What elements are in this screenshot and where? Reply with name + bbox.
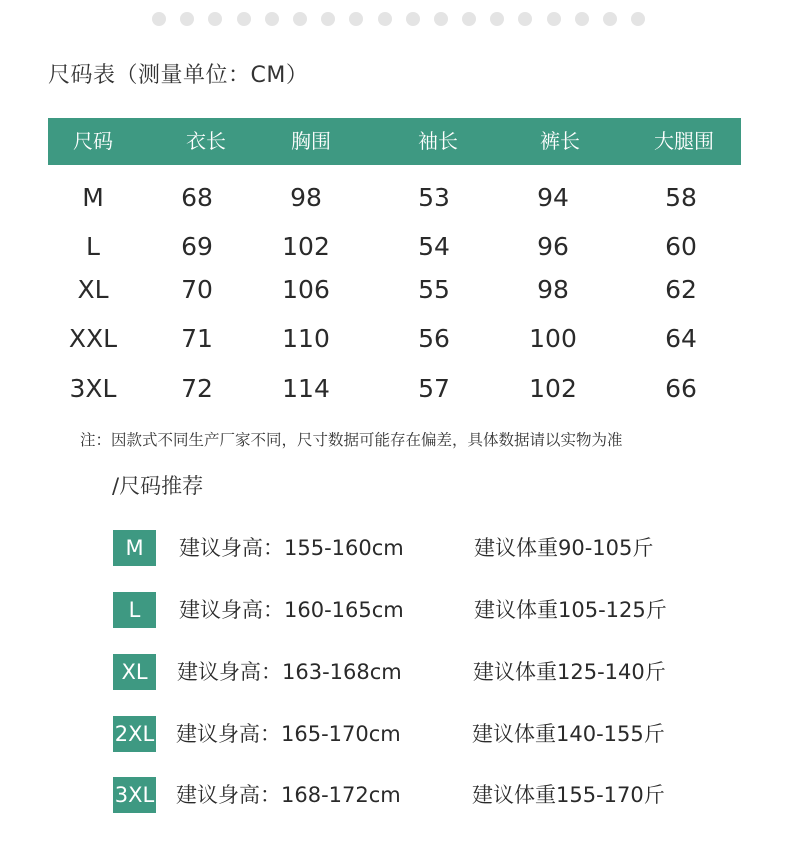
- cell-length: 71: [181, 324, 213, 353]
- header-sleeve: 袖长: [418, 129, 458, 153]
- page-title: 尺码表（测量单位：CM）: [48, 63, 309, 88]
- size-badge: M: [113, 530, 156, 566]
- recommend-weight: 建议体重105-125斤: [474, 598, 667, 622]
- recommend-height: 建议身高：160-165cm: [179, 598, 404, 622]
- cell-size: M: [82, 183, 104, 212]
- carousel-dot[interactable]: [349, 12, 363, 26]
- cell-size: XL: [77, 275, 109, 304]
- table-row: [0, 270, 790, 310]
- table-header: [48, 118, 741, 165]
- cell-pants-length: 96: [537, 232, 569, 261]
- recommend-weight: 建议体重140-155斤: [472, 722, 665, 746]
- cell-chest: 114: [282, 374, 330, 403]
- recommend-item: [0, 777, 790, 813]
- carousel-dots: [152, 12, 645, 26]
- header-size: 尺码: [73, 129, 113, 153]
- recommend-height: 建议身高：168-172cm: [176, 783, 401, 807]
- cell-thigh: 62: [665, 275, 697, 304]
- recommend-weight: 建议体重90-105斤: [474, 536, 654, 560]
- cell-pants-length: 100: [529, 324, 577, 353]
- cell-chest: 98: [290, 183, 322, 212]
- carousel-dot[interactable]: [208, 12, 222, 26]
- cell-thigh: 58: [665, 183, 697, 212]
- cell-sleeve: 57: [418, 374, 450, 403]
- cell-chest: 110: [282, 324, 330, 353]
- carousel-dot[interactable]: [462, 12, 476, 26]
- recommend-height: 建议身高：155-160cm: [179, 536, 404, 560]
- cell-thigh: 60: [665, 232, 697, 261]
- recommend-item: [0, 654, 790, 690]
- cell-length: 69: [181, 232, 213, 261]
- cell-sleeve: 56: [418, 324, 450, 353]
- carousel-dot[interactable]: [378, 12, 392, 26]
- carousel-dot[interactable]: [237, 12, 251, 26]
- header-pants-length: 裤长: [540, 129, 580, 153]
- carousel-dot[interactable]: [321, 12, 335, 26]
- cell-sleeve: 55: [418, 275, 450, 304]
- disclaimer-note: 注：因款式不同生产厂家不同，尺寸数据可能存在偏差，具体数据请以实物为准: [80, 431, 623, 449]
- recommend-item: [0, 530, 790, 566]
- cell-sleeve: 54: [418, 232, 450, 261]
- cell-length: 72: [181, 374, 213, 403]
- recommend-title: /尺码推荐: [112, 474, 204, 498]
- cell-pants-length: 98: [537, 275, 569, 304]
- cell-sleeve: 53: [418, 183, 450, 212]
- carousel-dot[interactable]: [518, 12, 532, 26]
- header-length: 衣长: [186, 129, 226, 153]
- cell-thigh: 64: [665, 324, 697, 353]
- cell-size: XXL: [68, 324, 118, 353]
- header-thigh: 大腿围: [654, 129, 714, 153]
- recommend-weight: 建议体重125-140斤: [473, 660, 666, 684]
- size-badge: XL: [113, 654, 156, 690]
- recommend-item: [0, 716, 790, 752]
- carousel-dot[interactable]: [180, 12, 194, 26]
- carousel-dot[interactable]: [490, 12, 504, 26]
- carousel-dot[interactable]: [603, 12, 617, 26]
- size-badge: 3XL: [113, 777, 156, 813]
- carousel-dot[interactable]: [293, 12, 307, 26]
- cell-length: 68: [181, 183, 213, 212]
- recommend-item: [0, 592, 790, 628]
- header-chest: 胸围: [291, 129, 331, 153]
- carousel-dot[interactable]: [434, 12, 448, 26]
- table-row: [0, 319, 790, 359]
- carousel-dot[interactable]: [406, 12, 420, 26]
- cell-size: 3XL: [69, 374, 117, 403]
- table-row: [0, 369, 790, 409]
- cell-thigh: 66: [665, 374, 697, 403]
- cell-pants-length: 94: [537, 183, 569, 212]
- cell-pants-length: 102: [529, 374, 577, 403]
- carousel-dot[interactable]: [631, 12, 645, 26]
- cell-length: 70: [181, 275, 213, 304]
- size-badge: 2XL: [113, 716, 156, 752]
- size-badge: L: [113, 592, 156, 628]
- recommend-height: 建议身高：165-170cm: [176, 722, 401, 746]
- carousel-dot[interactable]: [547, 12, 561, 26]
- recommend-weight: 建议体重155-170斤: [472, 783, 665, 807]
- carousel-dot[interactable]: [575, 12, 589, 26]
- carousel-dot[interactable]: [265, 12, 279, 26]
- cell-chest: 106: [282, 275, 330, 304]
- recommend-height: 建议身高：163-168cm: [177, 660, 402, 684]
- carousel-dot[interactable]: [152, 12, 166, 26]
- table-row: [0, 227, 790, 267]
- cell-size: L: [86, 232, 100, 261]
- table-row: [0, 178, 790, 218]
- cell-chest: 102: [282, 232, 330, 261]
